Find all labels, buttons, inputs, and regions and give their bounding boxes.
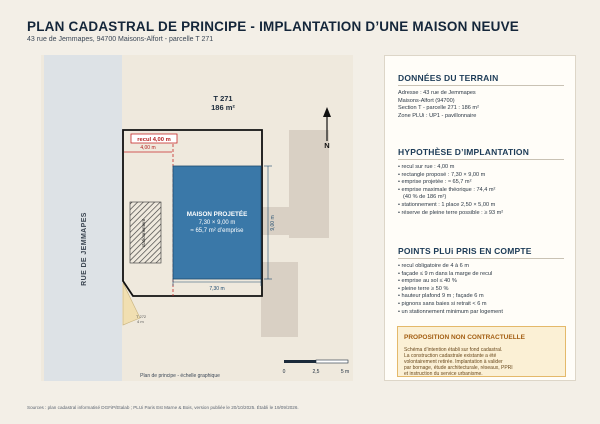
north-arrow-head-icon <box>323 107 331 117</box>
page-subtitle: 43 rue de Jemmapes, 94700 Maisons-Alfort - parcelle T 271 <box>27 36 214 43</box>
plan-drawing <box>41 55 353 381</box>
list-item: • emprise maximale théorique : 74,4 m² <box>398 187 503 195</box>
terrain-info <box>398 90 479 120</box>
list-item: • rectangle proposé : 7,30 × 9,00 m <box>398 172 503 180</box>
page-title: PLAN CADASTRAL DE PRINCIPE - IMPLANTATION D’UNE MAISON NEUVE <box>27 19 520 34</box>
house-label-3: ≈ 65,7 m² d’emprise <box>190 228 244 234</box>
list-item: • façade ≤ 9 m dans la marge de recul <box>398 271 503 279</box>
terrain-line: Maisons-Alfort (94700) <box>398 97 455 104</box>
north-label: N <box>324 141 330 150</box>
disclaimer-line: par bornage, étude architecturale, réseaux, PPRI <box>404 365 513 371</box>
street-label: RUE DE JEMMAPES <box>81 212 88 286</box>
house-label-2: 7,30 × 9,00 m <box>198 220 236 226</box>
terrain-line: Adresse : 43 rue de Jemmapes <box>398 90 476 96</box>
sources-footer: Sources : plan cadastral informatisé DGFiP/Etalab ; PLUi Paris Est Marne & Bois, version publiée le 20/10/2025. Établi le 19/09/2026. <box>27 405 299 410</box>
hypothese-list <box>398 164 503 217</box>
plui-list <box>398 263 503 316</box>
parcel-area: 186 m² <box>211 103 235 112</box>
disclaimer-line: volontairement retirée. Implantation à valider <box>404 359 503 365</box>
setback-dim-label: 4,00 m <box>140 145 156 151</box>
divider <box>398 85 564 86</box>
neighbor-building-bottom <box>261 262 298 337</box>
list-item: • pleine terre ≥ 50 % <box>398 286 503 294</box>
disclaimer-line: Schéma d’intention établi sur fond cadastral. <box>404 347 503 353</box>
setback-label: recul 4,00 m <box>137 137 171 143</box>
corner-label-1: T 272 <box>136 314 147 319</box>
house-height-label: 9,00 m <box>270 215 276 231</box>
disclaimer-box <box>397 326 566 377</box>
terrain-title: DONNÉES DU TERRAIN <box>398 73 499 83</box>
list-item: • stationnement : 1 place 2,50 × 5,00 m <box>398 202 503 210</box>
list-item: • pignons sans baies si retrait < 6 m <box>398 301 503 309</box>
disclaimer-line: La construction cadastrale existante a été <box>404 353 497 359</box>
list-item: • emprise au sol ≤ 40 % <box>398 278 503 286</box>
divider <box>398 159 564 160</box>
hypothese-title: HYPOTHÈSE D’IMPLANTATION <box>398 147 530 157</box>
scale-bar-seg-2 <box>316 360 348 363</box>
plui-title: POINTS PLUi PRIS EN COMPTE <box>398 246 532 256</box>
house-label-1: MAISON PROJETÉE <box>186 211 248 218</box>
scale-label-2: 5 m <box>340 369 350 375</box>
plan-caption: Plan de principe - échelle graphique <box>140 373 220 379</box>
list-item: • recul obligatoire de 4 à 6 m <box>398 263 503 271</box>
house-width-label: 7,30 m <box>209 286 225 292</box>
info-card <box>384 55 576 381</box>
disclaimer-line: et instruction du service urbanisme. <box>404 371 483 377</box>
list-item: • hauteur plafond 9 m ; façade 6 m <box>398 293 503 301</box>
disclaimer-body <box>404 347 513 377</box>
terrain-line: Section T - parcelle 271 : 186 m² <box>398 105 479 112</box>
scale-label-1: 2,5 <box>312 369 320 375</box>
scale-bar-seg-1 <box>284 360 316 363</box>
parcel-id: T 271 <box>213 94 233 103</box>
cadastral-plan <box>41 55 353 381</box>
list-item-note: (40 % de 186 m²) <box>403 194 447 201</box>
parking-label: stationnement <box>141 218 146 248</box>
list-item: • réserve de pleine terre possible : ≥ 93 m² <box>398 210 503 218</box>
list-item: • recul sur rue : 4,00 m <box>398 164 503 172</box>
corner-label-2: 4 m <box>137 319 144 324</box>
disclaimer-title: PROPOSITION NON CONTRACTUELLE <box>404 334 525 341</box>
terrain-line: Zone PLUi : UP1 - pavillonnaire <box>398 112 477 119</box>
list-item: • emprise projetée : ≈ 65,7 m² <box>398 179 503 187</box>
list-item: • un stationnement minimum par logement <box>398 309 503 317</box>
divider <box>398 258 564 259</box>
scale-label-0: 0 <box>282 369 286 375</box>
